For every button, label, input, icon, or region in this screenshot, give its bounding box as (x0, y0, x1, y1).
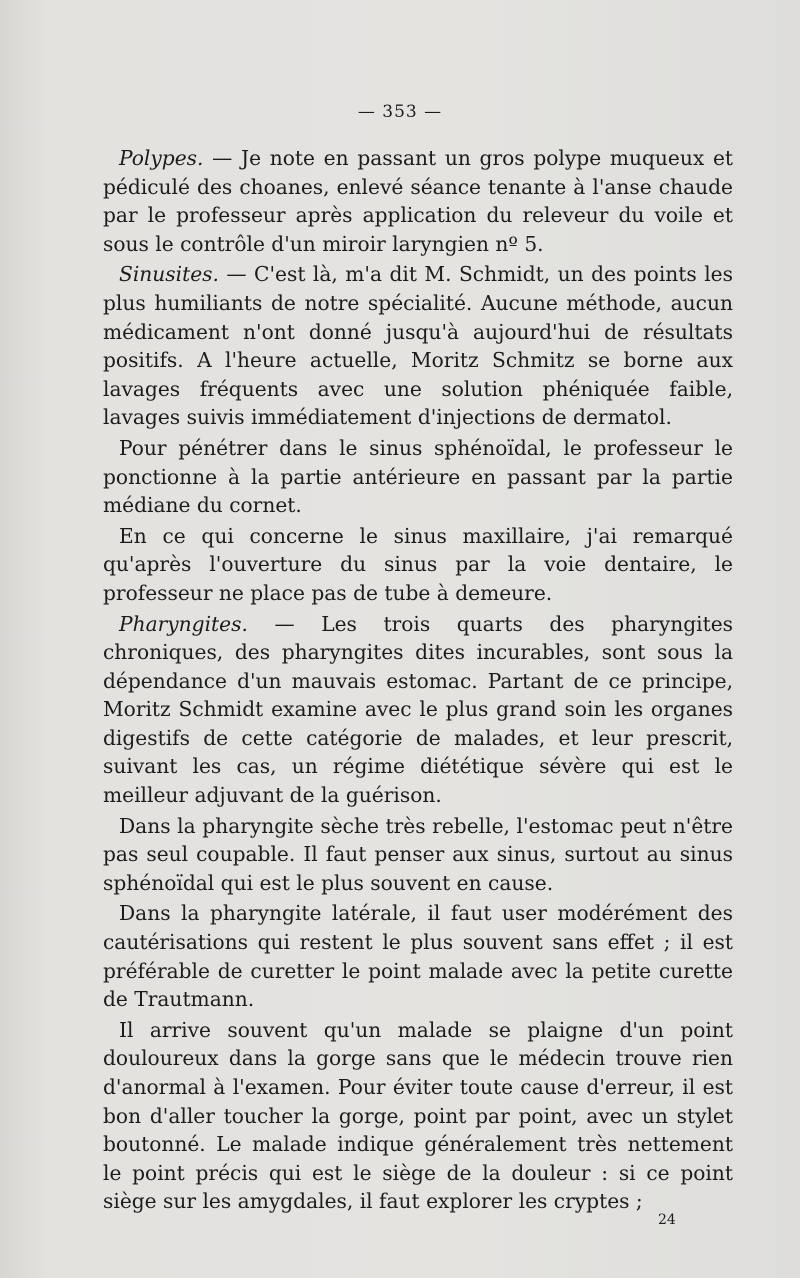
paragraph-pharyngites (103, 610, 733, 810)
page-number: — 353 — (357, 102, 443, 122)
paragraph-point-douloureux (103, 1016, 733, 1216)
signature-mark: 24 (658, 1212, 676, 1228)
paragraph-lead: Pharyngites. (119, 611, 248, 636)
paragraph-sinusites (103, 260, 733, 432)
paragraph-text: Il arrive souvent qu'un malade se plaigne d'un point douloureux dans la gorge sans que le médecin trouve rien d'anormal à l'examen. Pour éviter toute cause d'erreur, il est bon d'aller toucher la gorge, point par point, avec un stylet boutonné. Le malade indique généralement très nettement le point précis qui est le siège de la douleur : si ce point siège sur les amygdales, il faut explorer les cryptes ; (103, 1017, 733, 1214)
paragraph-lead: Sinusites. (119, 262, 219, 287)
paragraph-text: Dans la pharyngite sèche très rebelle, l'estomac peut n'être pas seul coupable. Il faut penser aux sinus, surtout au sinus sphénoïdal qui est le plus souvent en cause. (103, 813, 733, 895)
paragraph-text: En ce qui concerne le sinus maxillaire, j'ai remarqué qu'après l'ouverture du sinus par la voie dentaire, le professeur ne place pas de tube à demeure. (103, 523, 733, 605)
paragraph-lead: Polypes. (119, 146, 204, 170)
paragraph-text: Dans la pharyngite latérale, il faut user modérément des cautérisations qui restent le plus souvent sans effet ; il est préférable de curetter le point malade avec la petite curette de Trautmann. (103, 901, 733, 1012)
paragraph-pharyngite-laterale (103, 899, 733, 1013)
paragraph-text: — Je note en passant un gros polype muqueux et pédiculé des choanes, enlevé séance tenante à l'anse chaude par le professeur après application du releveur du voile et sous le contrôle d'un miroir laryngien nº 5. (103, 146, 733, 256)
paragraph-polypes (103, 144, 733, 258)
paragraph-sinus-sphenoidal (103, 434, 733, 520)
paragraph-text: Pour pénétrer dans le sinus sphénoïdal, le professeur le ponctionne à la partie antérieure en passant par la partie médiane du cornet. (103, 435, 733, 518)
body-text (103, 144, 733, 1216)
paragraph-text: — Les trois quarts des pharyngites chroniques, des pharyngites dites incurables, sont sous la dépendance d'un mauvais estomac. Partant de ce principe, Moritz Schmidt examine avec le plus grand soin les organes digestifs de cette catégorie de malades, et leur prescrit, suivant les cas, un régime diététique sévère qui est le meilleur adjuvant de la guérison. (103, 611, 733, 808)
paragraph-sinus-maxillaire (103, 522, 733, 608)
paragraph-text: — C'est là, m'a dit M. Schmidt, un des points les plus humiliants de notre spécialité. Aucune méthode, aucun médicament n'ont donné jusqu'à aujourd'hui de résultats positifs. A l'heure actuelle, Moritz Schmitz se borne aux lavages fréquents avec une solution phéniquée faible, lavages suivis immédiatement d'injections de dermatol. (103, 262, 733, 430)
paragraph-pharyngite-seche (103, 812, 733, 898)
